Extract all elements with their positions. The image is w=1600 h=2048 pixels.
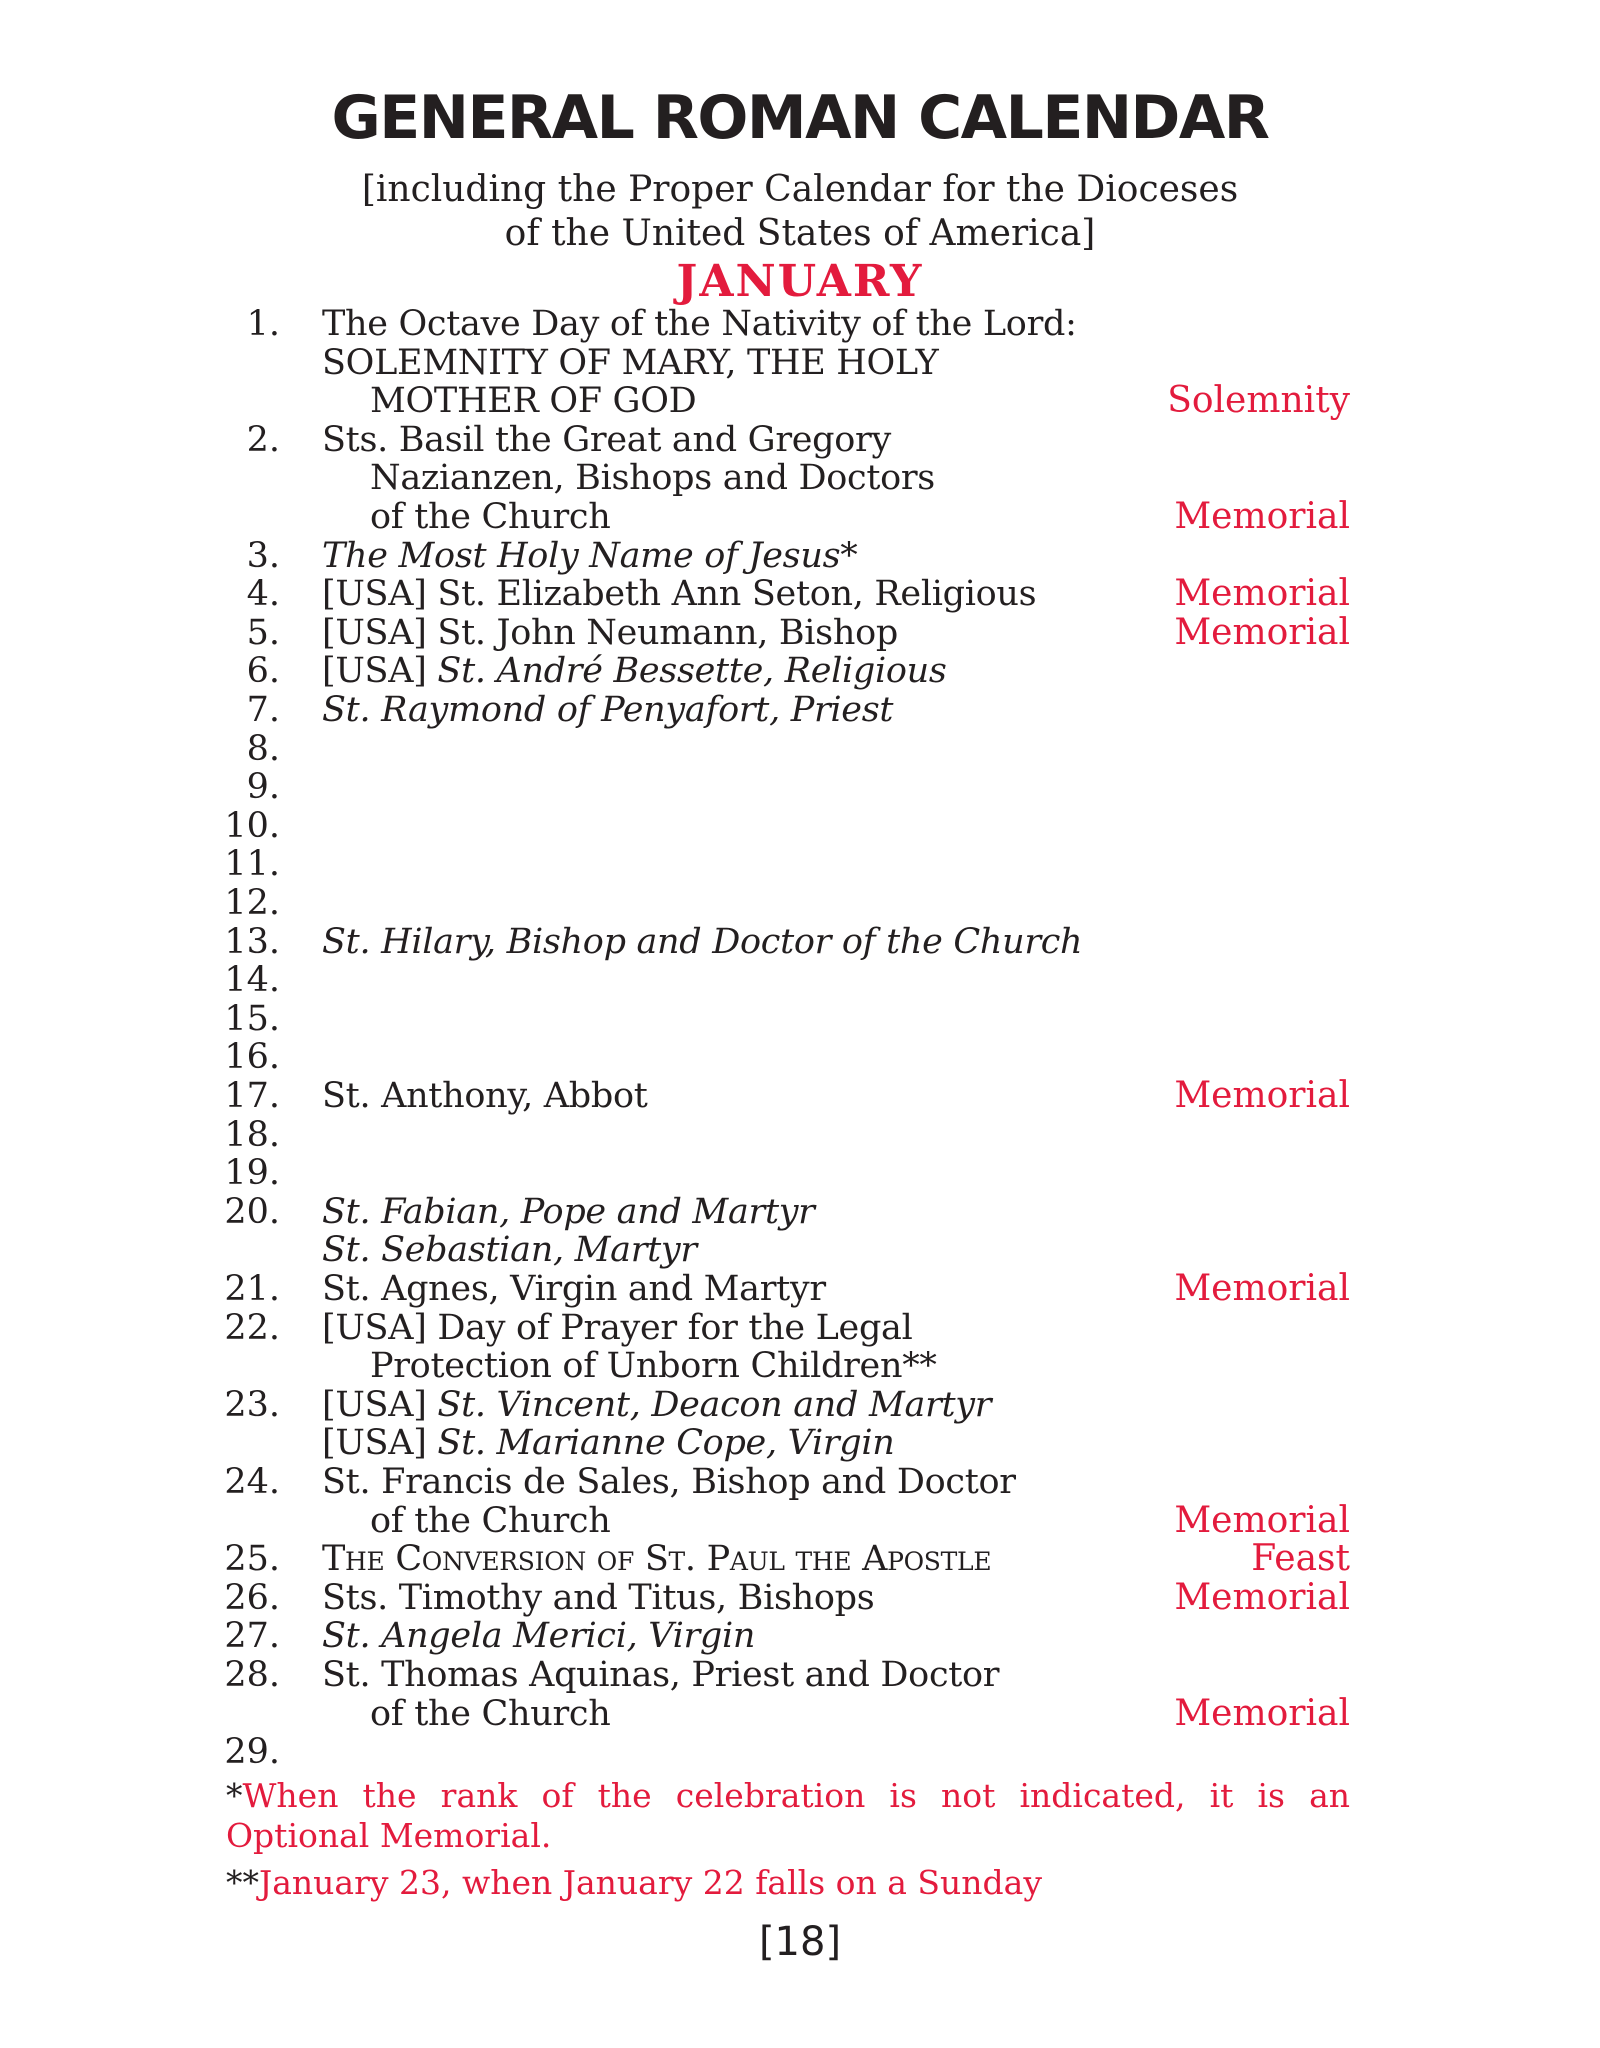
- day-number: 2.: [246, 419, 280, 460]
- celebration-line: [322, 922, 1082, 962]
- celebration-name: The Conversion of St. Paul the Apostle: [322, 1539, 992, 1580]
- celebration-name: St. Anthony, Abbot: [322, 1076, 648, 1116]
- calendar-entry: [0, 844, 1600, 883]
- celebration-name: St. Raymond of Penyafort, Priest: [322, 690, 894, 730]
- celebration-line: [322, 651, 947, 691]
- celebration-name: St. Fabian, Pope and Martyr: [322, 1191, 815, 1232]
- celebration-line: [370, 381, 696, 421]
- celebration-name: Protection of Unborn Children**: [370, 1346, 937, 1387]
- calendar-entry: [0, 1539, 1600, 1578]
- celebration-line: [370, 497, 610, 537]
- calendar-entry: [0, 690, 1600, 729]
- celebration-name: The Most Holy Name of Jesus*: [322, 535, 858, 576]
- usa-prefix: [USA]: [322, 574, 427, 615]
- page-number: [18]: [758, 1919, 842, 1965]
- celebration-line: [322, 1385, 991, 1425]
- calendar-entry: [0, 883, 1600, 922]
- celebration-name: St. Francis de Sales, Bishop and Doctor: [322, 1462, 1016, 1502]
- month-heading: JANUARY: [676, 256, 924, 307]
- usa-prefix: [USA]: [322, 651, 427, 692]
- celebration-rank: Memorial: [1174, 611, 1350, 653]
- celebration-line: [322, 1230, 697, 1270]
- footnote-optional-memorial: [226, 1776, 1350, 1856]
- day-number: 29.: [224, 1732, 280, 1773]
- celebration-name: St. Sebastian, Martyr: [322, 1230, 697, 1271]
- calendar-entry: [0, 960, 1600, 999]
- day-number: 12.: [224, 883, 280, 923]
- day-number: 7.: [246, 690, 280, 730]
- calendar-entry: [0, 1655, 1600, 1732]
- footnote-mark: **: [226, 1863, 259, 1902]
- day-number: 20.: [224, 1191, 280, 1232]
- celebration-line: [322, 536, 857, 576]
- celebration-line: [322, 1616, 755, 1656]
- celebration-name: The Octave Day of the Nativity of the Lord:: [322, 304, 1077, 344]
- celebration-name: of the Church: [370, 1500, 611, 1541]
- celebration-name: St. Vincent, Deacon and Martyr: [437, 1384, 992, 1425]
- celebration-line: [322, 1578, 874, 1618]
- day-number: 18.: [224, 1114, 280, 1155]
- celebration-line: [322, 1423, 895, 1463]
- calendar-entry: [0, 1115, 1600, 1154]
- day-number: 24.: [224, 1462, 280, 1502]
- celebration-line: [322, 1269, 826, 1309]
- calendar-entry: [0, 613, 1600, 652]
- footnote-text: January 23, when January 22 falls on a Sunday: [259, 1863, 1042, 1902]
- page-title: GENERAL ROMAN CALENDAR: [331, 83, 1269, 153]
- day-number: 16.: [224, 1037, 280, 1078]
- day-number: 13.: [224, 921, 280, 962]
- celebration-line: [322, 1539, 991, 1579]
- celebration-line: [370, 1501, 610, 1541]
- calendar-entry: [0, 1076, 1600, 1115]
- day-number: 22.: [224, 1307, 280, 1348]
- day-number: 17.: [224, 1076, 280, 1116]
- calendar-entry: [0, 1732, 1600, 1771]
- celebration-name: St. Marianne Cope, Virgin: [437, 1423, 895, 1464]
- calendar-entry: [0, 922, 1600, 961]
- usa-prefix: [USA]: [322, 1423, 427, 1464]
- celebration-rank: Memorial: [1174, 573, 1350, 615]
- day-number: 4.: [246, 574, 280, 615]
- calendar-entry: [0, 1153, 1600, 1192]
- celebration-line: [370, 458, 935, 498]
- celebration-rank: Feast: [1251, 1538, 1350, 1580]
- celebration-name: Day of Prayer for the Legal: [437, 1307, 913, 1348]
- usa-prefix: [USA]: [322, 1384, 427, 1425]
- celebration-rank: Memorial: [1174, 1576, 1350, 1618]
- day-number: 23.: [224, 1384, 280, 1425]
- calendar-entry: [0, 651, 1600, 690]
- day-number: 15.: [224, 998, 280, 1039]
- celebration-name: St. Agnes, Virgin and Martyr: [322, 1269, 826, 1309]
- day-number: 10.: [224, 805, 280, 846]
- celebration-rank: Memorial: [1174, 1499, 1350, 1541]
- celebration-line: [322, 1655, 999, 1695]
- page-subtitle: [0, 168, 1600, 256]
- celebration-name: Sts. Timothy and Titus, Bishops: [322, 1577, 875, 1618]
- day-number: 3.: [246, 535, 280, 576]
- celebration-name: St. Angela Merici, Virgin: [322, 1616, 756, 1657]
- celebration-name: of the Church: [370, 1693, 611, 1734]
- celebration-rank: Memorial: [1174, 1075, 1350, 1116]
- celebration-name: St. Elizabeth Ann Seton, Religious: [437, 574, 1037, 615]
- usa-prefix: [USA]: [322, 1307, 427, 1348]
- calendar-entry: [0, 1308, 1600, 1385]
- day-number: 21.: [224, 1269, 280, 1309]
- celebration-name: SOLEMNITY OF MARY, THE HOLY: [322, 342, 939, 383]
- celebration-rank: Memorial: [1174, 1692, 1350, 1734]
- calendar-entry: [0, 1578, 1600, 1617]
- celebration-line: [370, 1346, 937, 1386]
- calendar-entry: [0, 574, 1600, 613]
- day-number: 28.: [224, 1655, 280, 1695]
- calendar-entry: [0, 1616, 1600, 1655]
- celebration-name: of the Church: [370, 496, 611, 537]
- day-number: 8.: [246, 728, 280, 769]
- celebration-name: St. André Bessette, Religious: [437, 651, 947, 692]
- celebration-line: [370, 1694, 610, 1734]
- celebration-rank: Memorial: [1174, 1268, 1350, 1309]
- day-number: 25.: [224, 1539, 280, 1580]
- celebration-line: [322, 574, 1036, 614]
- day-number: 11.: [224, 844, 280, 885]
- celebration-name: St. Thomas Aquinas, Priest and Doctor: [322, 1655, 1000, 1695]
- day-number: 9.: [246, 767, 280, 808]
- celebration-name: St. John Neumann, Bishop: [437, 612, 898, 653]
- day-number: 14.: [224, 960, 280, 1001]
- calendar-entry: [0, 420, 1600, 536]
- day-number: 1.: [246, 304, 280, 344]
- celebration-name: Sts. Basil the Great and Gregory: [322, 419, 891, 460]
- celebration-rank: Solemnity: [1167, 380, 1350, 422]
- calendar-entry: [0, 1385, 1600, 1462]
- celebration-line: [322, 1308, 913, 1348]
- celebration-line: [322, 613, 898, 653]
- subtitle-line-2: of the United States of America]: [504, 213, 1096, 254]
- celebration-line: [322, 343, 938, 383]
- celebration-rank: Memorial: [1174, 495, 1350, 537]
- calendar-entry: [0, 1462, 1600, 1539]
- calendar-entry: [0, 1037, 1600, 1076]
- celebration-line: [322, 1462, 1016, 1502]
- footnote-mark: *: [226, 1776, 243, 1815]
- calendar-entry: [0, 1269, 1600, 1308]
- day-number: 5.: [246, 612, 280, 653]
- calendar-entry: [0, 999, 1600, 1038]
- calendar-entry: [0, 304, 1600, 420]
- footnote-unborn-children: [226, 1863, 1350, 1903]
- day-number: 27.: [224, 1616, 280, 1657]
- celebration-line: [322, 1076, 648, 1116]
- celebration-line: [322, 690, 893, 730]
- calendar-entry: [0, 767, 1600, 806]
- celebration-line: [322, 1192, 815, 1232]
- day-number: 26.: [224, 1577, 280, 1618]
- celebration-line: [322, 304, 1077, 344]
- calendar-entry: [0, 1192, 1600, 1269]
- subtitle-line-1: [including the Proper Calendar for the Dioceses: [361, 169, 1239, 210]
- calendar-entry: [0, 806, 1600, 845]
- celebration-name: St. Hilary, Bishop and Doctor of the Church: [322, 921, 1083, 962]
- celebration-name: MOTHER OF GOD: [370, 381, 697, 422]
- day-number: 19.: [224, 1153, 280, 1194]
- celebration-name: Nazianzen, Bishops and Doctors: [370, 458, 935, 499]
- footnote-text: When the rank of the celebration is not indicated, it is an Optional Memorial.: [226, 1776, 1350, 1855]
- calendar-entry: [0, 536, 1600, 575]
- celebration-line: [322, 420, 891, 460]
- usa-prefix: [USA]: [322, 612, 427, 653]
- day-number: 6.: [246, 651, 280, 692]
- calendar-entry: [0, 729, 1600, 768]
